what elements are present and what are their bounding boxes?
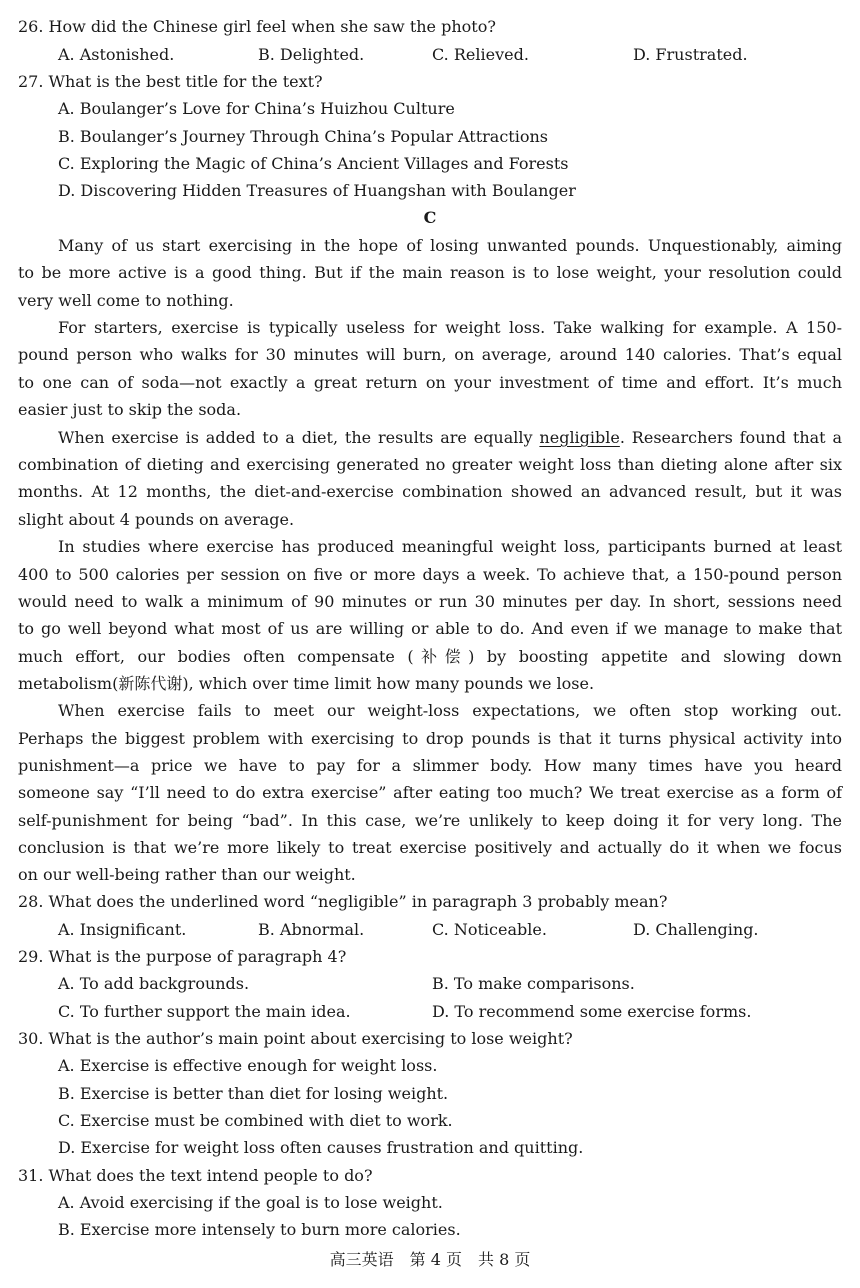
passage-line: would need to walk a minimum of 90 minutes or run 30 minutes per day. In short, sessions need xyxy=(18,592,842,611)
passage-line: For starters, exercise is typically useless for weight loss. Take walking for example. A 150- xyxy=(58,318,842,337)
q26-option-c: C. Relieved. xyxy=(432,45,529,64)
question-27: 27. What is the best title for the text? xyxy=(18,72,323,91)
q28-option-a: A. Insignificant. xyxy=(58,920,187,939)
passage-line: Many of us start exercising in the hope of losing unwanted pounds. Unquestionably, aiming xyxy=(58,236,842,255)
q31-option-b: B. Exercise more intensely to burn more calories. xyxy=(58,1220,461,1239)
underlined-word: negligible xyxy=(539,428,620,447)
page-footer: 高三英语 第 4 页 共 8 页 xyxy=(329,1250,531,1269)
passage-line: pound person who walks for 30 minutes will burn, on average, around 140 calories. That’s equal xyxy=(18,345,842,364)
q28-option-c: C. Noticeable. xyxy=(432,920,547,939)
passage-line: easier just to skip the soda. xyxy=(18,400,242,419)
q27-option-b: B. Boulanger’s Journey Through China’s Popular Attractions xyxy=(58,127,548,146)
passage-line: In studies where exercise has produced meaningful weight loss, participants burned at least xyxy=(58,537,842,556)
passage-line: combination of dieting and exercising generated no greater weight loss than dieting alone after six xyxy=(18,455,842,474)
q30-option-d: D. Exercise for weight loss often causes frustration and quitting. xyxy=(58,1138,584,1157)
passage-line: self-punishment for being “bad”. In this case, we’re unlikely to keep doing it for very long. The xyxy=(18,811,842,830)
passage-line: to be more active is a good thing. But if the main reason is to lose weight, your resolution could xyxy=(18,263,842,282)
passage-line: slight about 4 pounds on average. xyxy=(18,510,295,529)
passage-line: metabolism(新陈代谢), which over time limit how many pounds we lose. xyxy=(18,674,595,693)
q28-option-b: B. Abnormal. xyxy=(258,920,365,939)
q29-option-c: C. To further support the main idea. xyxy=(58,1002,351,1021)
q29-option-d: D. To recommend some exercise forms. xyxy=(432,1002,752,1021)
passage-line: 400 to 500 calories per session on five or more days a week. To achieve that, a 150-pound person xyxy=(18,565,842,584)
passage-line: much effort, our bodies often compensate (补偿) by boosting appetite and slowing down xyxy=(18,647,842,666)
question-31: 31. What does the text intend people to do? xyxy=(18,1166,373,1185)
passage-text: . Researchers found that a xyxy=(619,428,843,447)
passage-line: When exercise fails to meet our weight-loss expectations, we often stop working out. xyxy=(58,701,842,720)
passage-line: very well come to nothing. xyxy=(18,291,234,310)
question-29: 29. What is the purpose of paragraph 4? xyxy=(18,947,347,966)
q29-option-b: B. To make comparisons. xyxy=(432,974,635,993)
passage-line: months. At 12 months, the diet-and-exercise combination showed an advanced result, but it was xyxy=(18,482,842,501)
passage-line: someone say “I’ll need to do extra exercise” after eating too much? We treat exercise as a form of xyxy=(18,783,842,802)
q27-option-c: C. Exploring the Magic of China’s Ancient Villages and Forests xyxy=(58,154,569,173)
question-26: 26. How did the Chinese girl feel when she saw the photo? xyxy=(18,17,496,36)
passage-line: conclusion is that we’re more likely to treat exercise positively and actually do it when we focus xyxy=(18,838,842,857)
q30-option-b: B. Exercise is better than diet for losing weight. xyxy=(58,1084,449,1103)
q27-option-d: D. Discovering Hidden Treasures of Huangshan with Boulanger xyxy=(58,181,576,200)
passage-line: to one can of soda—not exactly a great return on your investment of time and effort. It’s much xyxy=(18,373,842,392)
passage-line: to go well beyond what most of us are willing or able to do. And even if we manage to make that xyxy=(18,619,842,638)
section-heading: C xyxy=(423,208,437,227)
q28-option-d: D. Challenging. xyxy=(633,920,759,939)
q26-option-b: B. Delighted. xyxy=(258,45,365,64)
passage-line: on our well-being rather than our weight. xyxy=(18,865,356,884)
q30-option-a: A. Exercise is effective enough for weight loss. xyxy=(58,1056,438,1075)
passage-line xyxy=(58,428,842,448)
q26-option-a: A. Astonished. xyxy=(58,45,175,64)
q27-option-a: A. Boulanger’s Love for China’s Huizhou Culture xyxy=(58,99,455,118)
q30-option-c: C. Exercise must be combined with diet to work. xyxy=(58,1111,453,1130)
question-30: 30. What is the author’s main point about exercising to lose weight? xyxy=(18,1029,573,1048)
passage-text: When exercise is added to a diet, the results are equally xyxy=(58,428,540,447)
question-28: 28. What does the underlined word “negligible” in paragraph 3 probably mean? xyxy=(18,892,668,911)
q26-option-d: D. Frustrated. xyxy=(633,45,748,64)
q29-option-a: A. To add backgrounds. xyxy=(58,974,250,993)
q31-option-a: A. Avoid exercising if the goal is to lose weight. xyxy=(58,1193,443,1212)
passage-line: Perhaps the biggest problem with exercising to drop pounds is that it turns physical activity into xyxy=(18,729,842,748)
passage-line: punishment—a price we have to pay for a slimmer body. How many times have you heard xyxy=(18,756,842,775)
